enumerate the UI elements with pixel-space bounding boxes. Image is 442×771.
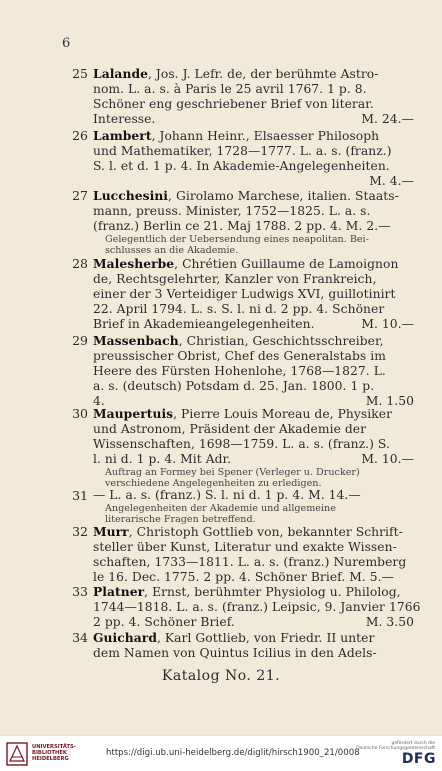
entry-text: preussischer Obrist, Chef des Generalstabs im [93,349,386,364]
entry-price: M. 1.50 [365,394,414,409]
permalink-url[interactable]: https://digi.ub.uni-heidelberg.de/diglit/hirsch1900_21/0008 [106,748,360,758]
entry-number: 25 [72,66,88,81]
entry-body [93,584,421,630]
entry-person-name: Murr [93,524,129,539]
library-name-line2: BIBLIOTHEK [32,750,67,757]
entry-text: , Chrétien Guillaume de Lamoignon [174,257,399,271]
entry-number: 30 [72,406,88,421]
entry-text: , Pierre Louis Moreau de, Physiker [173,407,392,421]
entry-person-name: Massenbach [93,333,179,348]
catalog-entry [64,256,414,332]
entry-line [93,364,414,379]
entry-text: l. ni d. 1 p. 4. Mit Adr. [93,452,232,467]
entry-person-name: Lalande [93,66,148,81]
entry-text: Brief in Akademieangelegenheiten. [93,317,315,332]
entry-text: , Karl Gottlieb, von Friedr. II unter [157,631,375,645]
entry-number: 33 [72,584,88,599]
entry-text: , Johann Heinr., Elsaesser Philosoph [151,129,380,143]
catalog-entry [64,66,414,127]
entry-text: und Astronom, Präsident der Akademie der [93,422,367,437]
entry-line [93,82,414,97]
entry-note: Auftrag an Formey bei Spener (Verleger u. Drucker) [105,467,360,479]
entry-line [93,422,414,437]
entry-note: literarische Fragen betreffend. [105,514,256,526]
entry-body [93,333,414,409]
entry-body [93,630,414,661]
entry-line [93,379,414,394]
entry-body [93,128,414,189]
entry-text: , Ernst, berühmter Physiolog u. Philolog, [144,585,401,599]
entry-text: Interesse. [93,112,156,127]
entry-text: — L. a. s. (franz.) S. l. ni d. 1 p. 4. M. 14.— [93,488,361,502]
entry-text: schaften, 1733—1811. L. a. s. (franz.) Nuremberg [93,555,407,570]
entry-line [93,302,414,317]
library-name-line3: HEIDELBERG [32,756,69,763]
entry-text: nom. L. a. s. à Paris le 25 avril 1767. 1 p. 8. [93,82,367,97]
catalog-title: Katalog No. 21. [161,668,281,684]
entry-line [93,112,414,127]
entry-text: Schöner eng geschriebener Brief von literar. [93,97,374,112]
entry-note: Angelegenheiten der Akademie und allgemeine [105,503,336,515]
entry-line [93,600,421,615]
entry-text: , Christian, Geschichtsschreiber, [178,334,384,348]
entry-text: und Mathematiker, 1728—1777. L. a. s. (franz.) [93,144,392,159]
entry-number: 26 [72,128,88,143]
catalog-entry [64,584,421,630]
entry-number: 32 [72,524,88,539]
entry-line [93,144,414,159]
entry-note: Gelegentlich der Uebersendung eines neapolitan. Bei- [105,234,369,246]
entry-line [93,406,414,422]
entry-body [93,524,414,585]
entry-person-name: Maupertuis [93,406,174,421]
catalog-entry [64,406,414,489]
entry-text: einer der 3 Verteidiger Ludwigs XVI, guillotinirt [93,287,396,302]
entry-text: Heere des Fürsten Hohenlohe, 1768—1827. L. [93,364,386,379]
entry-price: M. 4.— [369,174,414,189]
entry-text: , Girolamo Marchese, italien. Staats- [168,189,399,203]
entry-text: steller über Kunst, Literatur und exakte Wissen- [93,540,397,555]
entry-number: 31 [72,488,88,503]
funder-caption [356,741,435,751]
entry-text: Wissenschaften, 1698—1759. L. a. s. (franz.) S. [93,437,390,452]
entry-text: de, Rechtsgelehrter, Kanzler von Frankreich, [93,272,377,287]
entry-line [93,272,414,287]
entry-body [93,188,414,256]
entry-line [93,159,414,174]
entry-text: le 16. Dec. 1775. 2 pp. 4. Schöner Brief. M. 5.— [93,570,394,585]
catalog-entry [64,488,414,525]
entry-line [93,646,414,661]
entry-price: M. 10.— [361,317,414,332]
entry-price: M. 24.— [361,112,414,127]
entry-line [93,452,414,467]
funder-caption-line2: Deutsche Forschungsgemeinschaft [356,746,435,752]
entry-note: schlusses an die Akademie. [105,245,239,257]
catalog-entry [64,630,414,661]
entry-line [93,256,414,272]
entry-line [93,615,414,630]
entry-text: 4. [93,394,105,409]
entry-number: 28 [72,256,88,271]
entry-note: verschiedene Angelegenheiten zu erledigen. [105,478,322,490]
entry-person-name: Lambert [93,128,152,143]
library-seal-icon [6,742,28,766]
entry-line [93,219,414,234]
entry-line [93,204,414,219]
entry-line [93,188,414,204]
entry-text: S. l. et d. 1 p. 4. In Akademie-Angelegenheiten. [93,159,390,174]
entry-line [93,128,414,144]
catalog-entry [64,188,414,256]
entry-number: 29 [72,333,88,348]
entry-price: M. 3.50 [365,615,414,630]
entry-person-name: Guichard [93,630,157,645]
catalog-entry [64,128,414,189]
entry-text: a. s. (deutsch) Potsdam d. 25. Jan. 1800. 1 p. [93,379,375,394]
funder-caption-line1: gefördert durch die [391,741,435,746]
catalog-entry [64,333,414,409]
entry-text: 22. April 1794. L. s. S. l. ni d. 2 pp. 4. Schöner [93,302,385,317]
page-number: 6 [62,36,71,51]
entry-line [93,437,414,452]
entry-text: , Christoph Gottlieb von, bekannter Schrift- [128,525,403,539]
entry-text: , Jos. J. Lefr. de, der berühmte Astro- [147,67,379,81]
entry-number: 27 [72,188,88,203]
catalog-entry [64,524,414,585]
entry-line [93,97,414,112]
entry-line [93,349,414,364]
entry-line [93,488,414,503]
entry-line [93,555,414,570]
entry-body [93,256,414,332]
entry-body [93,66,414,127]
entry-text: 2 pp. 4. Schöner Brief. [93,615,235,630]
library-name [32,744,76,763]
dfg-logo: DFG [401,751,436,767]
entry-text: mann, preuss. Minister, 1752—1825. L. a. s. [93,204,371,219]
entry-line [93,540,414,555]
entry-line [93,317,414,332]
entry-person-name: Lucchesini [93,188,169,203]
library-name-line1: UNIVERSITÄTS- [32,744,76,750]
entry-body [93,406,414,489]
entry-text: (franz.) Berlin ce 21. Maj 1788. 2 pp. 4. M. 2.— [93,219,391,234]
entry-text: dem Namen von Quintus Icilius in den Adels- [93,646,377,661]
entry-line [93,333,414,349]
viewer-footer [0,735,442,771]
entry-line [93,630,414,646]
entry-line [93,584,414,600]
entry-text: 1744—1818. L. a. s. (franz.) Leipsic, 9. Janvier 1766 [93,600,421,615]
entry-person-name: Platner [93,584,145,599]
entry-number: 34 [72,630,88,645]
entry-line [93,524,414,540]
entry-body [93,488,414,525]
entry-line [93,287,414,302]
entry-price: M. 10.— [361,452,414,467]
entry-person-name: Malesherbe [93,256,175,271]
entry-line [93,66,414,82]
